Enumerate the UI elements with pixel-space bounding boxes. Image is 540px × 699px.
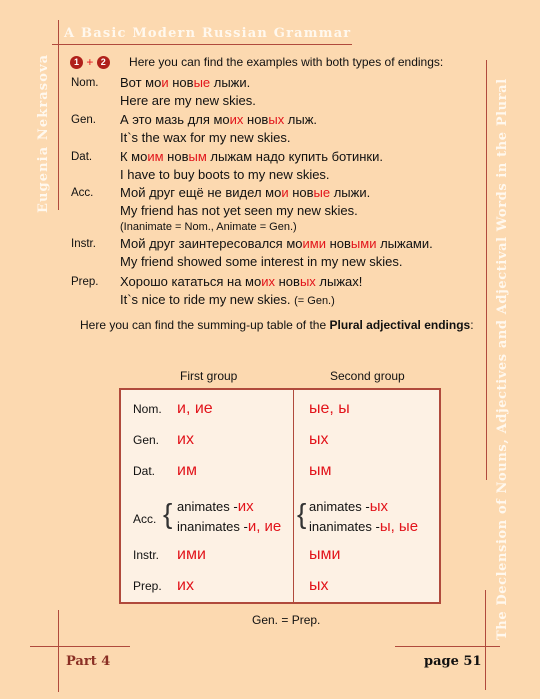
left-brace: {	[163, 498, 173, 529]
first-group-header: First group	[180, 369, 238, 383]
english-text: My friend has not yet seen my new skies.	[120, 203, 358, 218]
text-part: лыжам надо купить ботинки.	[206, 149, 383, 164]
first-group-animates	[177, 498, 254, 515]
text-part: лыжи.	[330, 185, 371, 200]
ending-highlight: ими	[302, 236, 326, 251]
text-part: нов	[325, 236, 351, 251]
example-note: (= Gen.)	[294, 295, 335, 307]
ending-highlight: и, ие	[247, 518, 282, 535]
ending-highlight: им	[147, 149, 164, 164]
example-note: (Inanimate = Nom., Animate = Gen.)	[120, 221, 297, 233]
english-text: It`s nice to ride my new skies.	[120, 292, 291, 307]
ending-highlight: и	[161, 75, 169, 90]
second-group-header: Second group	[330, 369, 405, 383]
summary-pre: Here you can find the summing-up table of the	[80, 318, 330, 332]
example-russian	[120, 185, 370, 200]
example-english	[120, 167, 330, 182]
second-group-ending: ыми	[309, 546, 341, 563]
example-case-label: Acc.	[71, 187, 94, 199]
ending-highlight: их	[237, 498, 254, 515]
table-footnote: Gen. = Prep.	[252, 613, 321, 627]
second-group-animates	[309, 498, 388, 515]
ending-highlight: ые	[313, 185, 331, 200]
intro-line	[70, 55, 443, 69]
top-rule	[52, 44, 352, 45]
text-part: нов	[275, 274, 300, 289]
text-part: лыжи.	[210, 75, 251, 90]
ending-highlight: ыми	[350, 236, 377, 251]
row-case-label: Dat.	[133, 464, 156, 478]
example-case-label: Gen.	[71, 114, 96, 126]
ending-highlight: ых	[268, 112, 285, 127]
second-group-inanimates	[309, 518, 418, 535]
example-russian	[120, 149, 383, 164]
text-part: лыж.	[284, 112, 318, 127]
inanimates-label: inanimates -	[177, 519, 248, 534]
text-part: нов	[288, 185, 314, 200]
first-group-ending: им	[177, 462, 197, 479]
text-part: А это мазь для мо	[120, 112, 230, 127]
example-russian	[120, 274, 362, 289]
first-group-ending: их	[177, 577, 194, 594]
text-part: Хорошо кататься на мо	[120, 274, 262, 289]
row-case-label: Gen.	[133, 433, 160, 447]
text-part: лыжах!	[315, 274, 363, 289]
example-russian	[120, 236, 433, 251]
text-part: К мо	[120, 149, 148, 164]
plus-sign: +	[86, 55, 94, 69]
summary-line	[80, 318, 474, 332]
text-part: Мой друг заинтересовался мо	[120, 236, 303, 251]
ending-highlight: ым	[188, 149, 207, 164]
part-label: Part 4	[66, 654, 111, 669]
example-russian	[120, 75, 250, 90]
chapter-title: The Declension of Nouns, Adjectives and Adjectival Words in the Plural	[495, 78, 510, 640]
example-english	[120, 93, 256, 108]
ending-highlight: ые	[193, 75, 211, 90]
english-text: It`s the wax for my new skies.	[120, 130, 291, 145]
example-case-label: Dat.	[71, 151, 93, 163]
inanimates-label: inanimates -	[309, 519, 380, 534]
example-english	[120, 130, 291, 145]
first-group-ending: и, ие	[177, 400, 213, 417]
book-title: A Basic Modern Russian Grammar	[64, 26, 352, 41]
page-number: page 51	[424, 654, 482, 669]
animates-label: animates -	[177, 499, 238, 514]
ending-highlight: ых	[369, 498, 388, 515]
text-part: Мой друг ещё не видел мо	[120, 185, 282, 200]
text-part: нов	[163, 149, 189, 164]
text-part: лыжами.	[376, 236, 433, 251]
ending-highlight: их	[261, 274, 275, 289]
summary-bold: Plural adjectival endings	[329, 318, 471, 332]
ending-highlight: их	[229, 112, 244, 127]
badge-two-icon: 2	[97, 56, 110, 69]
text-part: нов	[168, 75, 194, 90]
second-group-ending: ым	[309, 462, 332, 479]
summary-post: :	[470, 318, 474, 332]
text-part: нов	[243, 112, 269, 127]
bottom-rule-left	[30, 646, 130, 647]
right-side-rule	[486, 60, 487, 480]
text-part: Вот мо	[120, 75, 162, 90]
first-group-ending: их	[177, 431, 194, 448]
example-english	[120, 254, 403, 269]
english-text: Here are my new skies.	[120, 93, 256, 108]
english-text: I have to buy boots to my new skies.	[120, 167, 330, 182]
row-case-label: Acc.	[133, 512, 157, 526]
intro-text: Here you can find the examples with both types of endings:	[129, 55, 444, 69]
table-divider	[293, 390, 294, 602]
author-name: Eugenia Nekrasova	[36, 53, 51, 213]
example-english	[120, 292, 335, 307]
badge-one-icon: 1	[70, 56, 83, 69]
second-group-ending: ые, ы	[309, 400, 350, 417]
english-text: My friend showed some interest in my new skies.	[120, 254, 403, 269]
first-group-ending: ими	[177, 546, 206, 563]
second-group-ending: ых	[309, 431, 329, 448]
ending-highlight: ых	[299, 274, 316, 289]
example-case-label: Prep.	[71, 276, 99, 288]
bottom-right-rule	[485, 590, 486, 690]
row-case-label: Nom.	[133, 402, 162, 416]
example-case-label: Instr.	[71, 238, 96, 250]
top-left-rule	[58, 20, 59, 210]
example-russian	[120, 112, 317, 127]
second-group-ending: ых	[309, 577, 329, 594]
example-english	[120, 203, 358, 218]
ending-highlight: ы, ые	[379, 518, 419, 535]
ending-highlight: и	[281, 185, 289, 200]
row-case-label: Prep.	[133, 579, 162, 593]
bottom-left-rule	[58, 610, 59, 692]
left-brace: {	[297, 498, 307, 529]
first-group-inanimates	[177, 518, 281, 535]
row-case-label: Instr.	[133, 548, 160, 562]
endings-table	[119, 388, 441, 604]
animates-label: animates -	[309, 499, 370, 514]
example-case-label: Nom.	[71, 77, 99, 89]
